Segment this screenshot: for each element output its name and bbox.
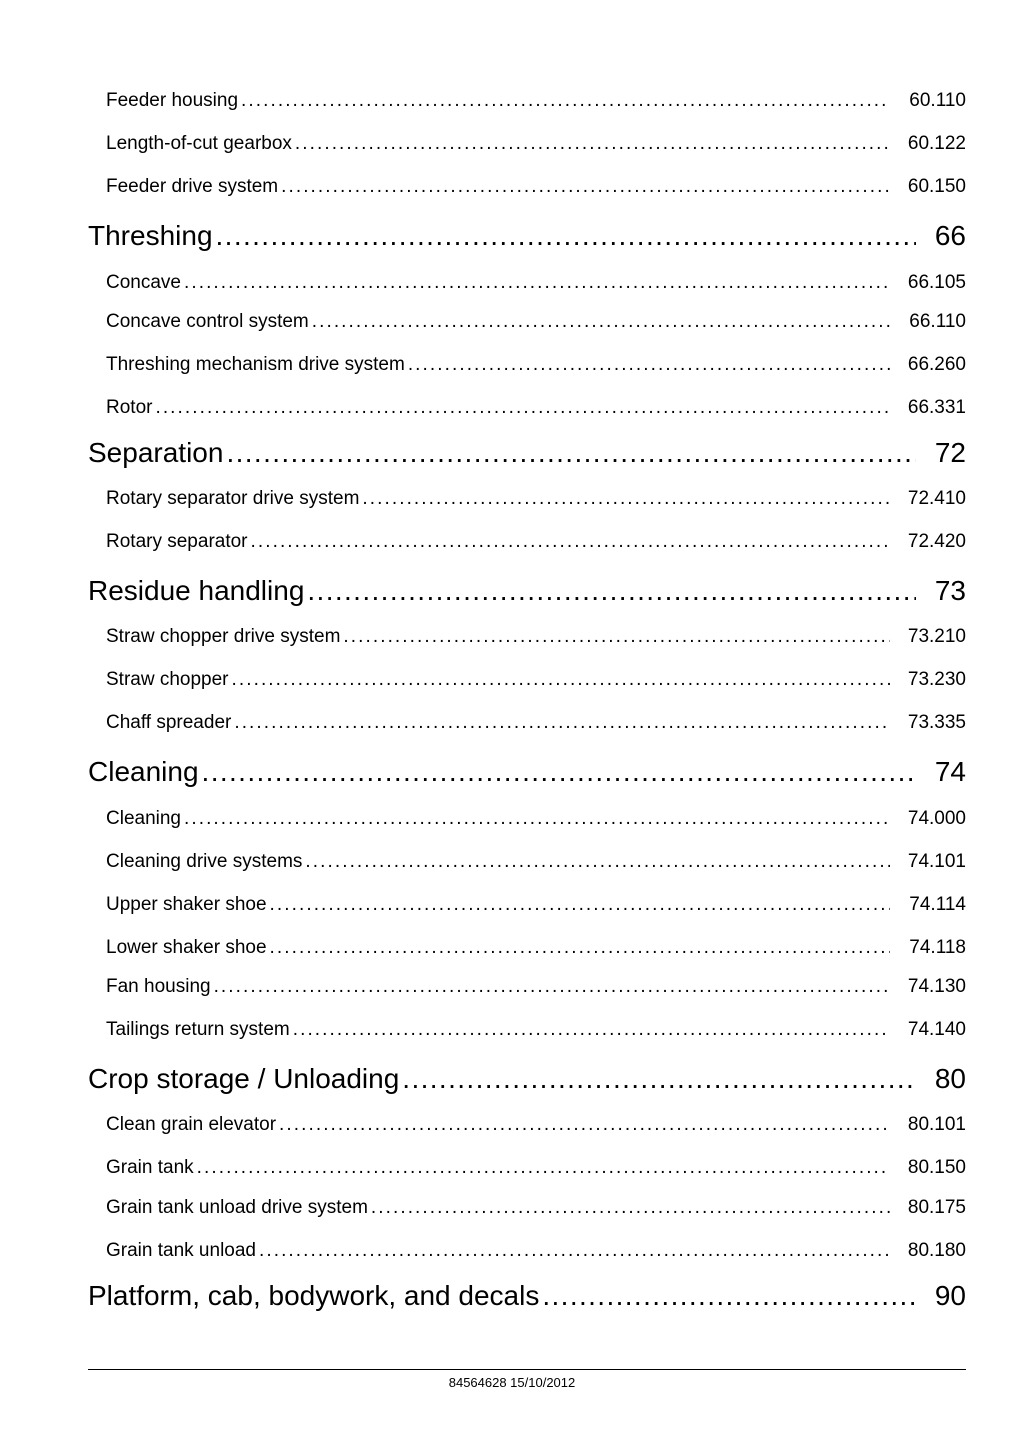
toc-entry[interactable]	[106, 353, 966, 377]
dot-leader	[241, 89, 890, 113]
toc-entry-title: Rotor	[106, 397, 153, 418]
toc-entry-title: Feeder housing	[106, 90, 239, 111]
toc-entry-title: Lower shaker shoe	[106, 937, 267, 958]
toc-entry[interactable]	[106, 625, 966, 649]
toc-entry-title: Threshing mechanism drive system	[106, 354, 405, 375]
toc-section[interactable]	[88, 1062, 966, 1096]
dot-leader	[202, 755, 916, 789]
toc-section-page: 90	[934, 1280, 966, 1311]
toc-section-title: Cleaning	[88, 756, 199, 787]
toc-entry-page: 74.000	[907, 808, 966, 829]
dot-leader	[232, 668, 890, 692]
toc-entry[interactable]	[106, 530, 966, 554]
toc-entry[interactable]	[106, 310, 966, 334]
toc-entry-page: 74.130	[907, 976, 966, 997]
toc-entry-page: 74.114	[909, 894, 966, 915]
toc-entry-page: 72.420	[907, 531, 966, 552]
toc-entry[interactable]	[106, 487, 966, 511]
toc-entry-page: 72.410	[907, 488, 966, 509]
toc-entry-title: Cleaning drive systems	[106, 851, 303, 872]
toc-section[interactable]	[88, 1279, 966, 1313]
toc-section-page: 72	[934, 437, 966, 468]
toc-entry-title: Rotary separator drive system	[106, 488, 360, 509]
toc-entry-title: Clean grain elevator	[106, 1114, 277, 1135]
toc-entry[interactable]	[106, 936, 966, 960]
toc-entry-page: 74.118	[909, 937, 966, 958]
toc-entry-title: Cleaning	[106, 808, 181, 829]
toc-entry[interactable]	[106, 1113, 966, 1137]
toc-entry-page: 80.180	[907, 1240, 966, 1261]
dot-leader	[234, 711, 890, 735]
dot-leader	[295, 132, 890, 156]
toc-entry[interactable]	[106, 1156, 966, 1180]
toc-entry[interactable]	[106, 1018, 966, 1042]
toc-entry-title: Upper shaker shoe	[106, 894, 267, 915]
toc-section-title: Residue handling	[88, 575, 305, 606]
dot-leader	[184, 807, 890, 831]
toc-entry[interactable]	[106, 711, 966, 735]
dot-leader	[226, 436, 916, 470]
toc-section[interactable]	[88, 574, 966, 608]
toc-entry[interactable]	[106, 396, 966, 420]
toc-entry-title: Grain tank	[106, 1157, 194, 1178]
toc-section[interactable]	[88, 436, 966, 470]
dot-leader	[270, 893, 890, 917]
dot-leader	[197, 1156, 890, 1180]
toc-entry-title: Chaff spreader	[106, 712, 232, 733]
toc-entry-title: Tailings return system	[106, 1019, 290, 1040]
dot-leader	[542, 1279, 916, 1313]
toc-section[interactable]	[88, 219, 966, 253]
toc-section-page: 80	[934, 1063, 966, 1094]
toc-entry-page: 74.140	[907, 1019, 966, 1040]
toc-entry[interactable]	[106, 89, 966, 113]
toc-section-title: Crop storage / Unloading	[88, 1063, 400, 1094]
toc-entry-page: 73.210	[907, 626, 966, 647]
toc-entry[interactable]	[106, 850, 966, 874]
toc-entry-title: Rotary separator	[106, 531, 248, 552]
toc-entry[interactable]	[106, 175, 966, 199]
dot-leader	[402, 1062, 916, 1096]
toc-entry-title: Feeder drive system	[106, 176, 279, 197]
dot-leader	[371, 1196, 890, 1220]
toc-entry-title: Length-of-cut gearbox	[106, 133, 292, 154]
dot-leader	[408, 353, 890, 377]
dot-leader	[312, 310, 890, 334]
toc-entry[interactable]	[106, 975, 966, 999]
toc-entry-page: 73.230	[907, 669, 966, 690]
toc-entry[interactable]	[106, 668, 966, 692]
toc-entry-page: 60.110	[909, 90, 966, 111]
toc-entry-page: 80.150	[907, 1157, 966, 1178]
toc-entry-title: Grain tank unload	[106, 1240, 256, 1261]
toc-entry-page: 74.101	[907, 851, 966, 872]
toc-entry[interactable]	[106, 807, 966, 831]
toc-entry-page: 66.331	[907, 397, 966, 418]
dot-leader	[305, 850, 890, 874]
footer-divider	[88, 1369, 966, 1370]
dot-leader	[343, 625, 890, 649]
toc-entry-title: Straw chopper drive system	[106, 626, 341, 647]
toc-entry-page: 60.150	[907, 176, 966, 197]
toc-entry-title: Grain tank unload drive system	[106, 1197, 368, 1218]
toc-section-page: 73	[934, 575, 966, 606]
toc-entry-title: Concave	[106, 272, 181, 293]
toc-entry-page: 66.260	[907, 354, 966, 375]
dot-leader	[259, 1239, 890, 1263]
toc-entry-page: 66.110	[909, 311, 966, 332]
toc-entry-title: Concave control system	[106, 311, 309, 332]
toc-entry[interactable]	[106, 1196, 966, 1220]
toc-section-page: 74	[934, 756, 966, 787]
dot-leader	[307, 574, 916, 608]
toc-entry-page: 80.175	[907, 1197, 966, 1218]
dot-leader	[281, 175, 890, 199]
toc-entry[interactable]	[106, 1239, 966, 1263]
toc-entry-page: 66.105	[907, 272, 966, 293]
toc-entry[interactable]	[106, 271, 966, 295]
dot-leader	[184, 271, 890, 295]
toc-entry-title: Fan housing	[106, 976, 211, 997]
dot-leader	[270, 936, 890, 960]
dot-leader	[216, 219, 916, 253]
dot-leader	[251, 530, 890, 554]
dot-leader	[279, 1113, 890, 1137]
toc-entry-page: 73.335	[907, 712, 966, 733]
toc-section-title: Threshing	[88, 220, 213, 251]
dot-leader	[362, 487, 890, 511]
dot-leader	[293, 1018, 890, 1042]
footer-document-id: 84564628 15/10/2012	[448, 1375, 576, 1390]
toc-entry-page: 80.101	[907, 1114, 966, 1135]
dot-leader	[214, 975, 890, 999]
toc-entry[interactable]	[106, 132, 966, 156]
toc-entry-title: Straw chopper	[106, 669, 229, 690]
toc-section-title: Separation	[88, 437, 224, 468]
dot-leader	[155, 396, 890, 420]
toc-entry-page: 60.122	[907, 133, 966, 154]
toc-section-title: Platform, cab, bodywork, and decals	[88, 1280, 540, 1311]
toc-section-page: 66	[934, 220, 966, 251]
toc-section[interactable]	[88, 755, 966, 789]
toc-entry[interactable]	[106, 893, 966, 917]
